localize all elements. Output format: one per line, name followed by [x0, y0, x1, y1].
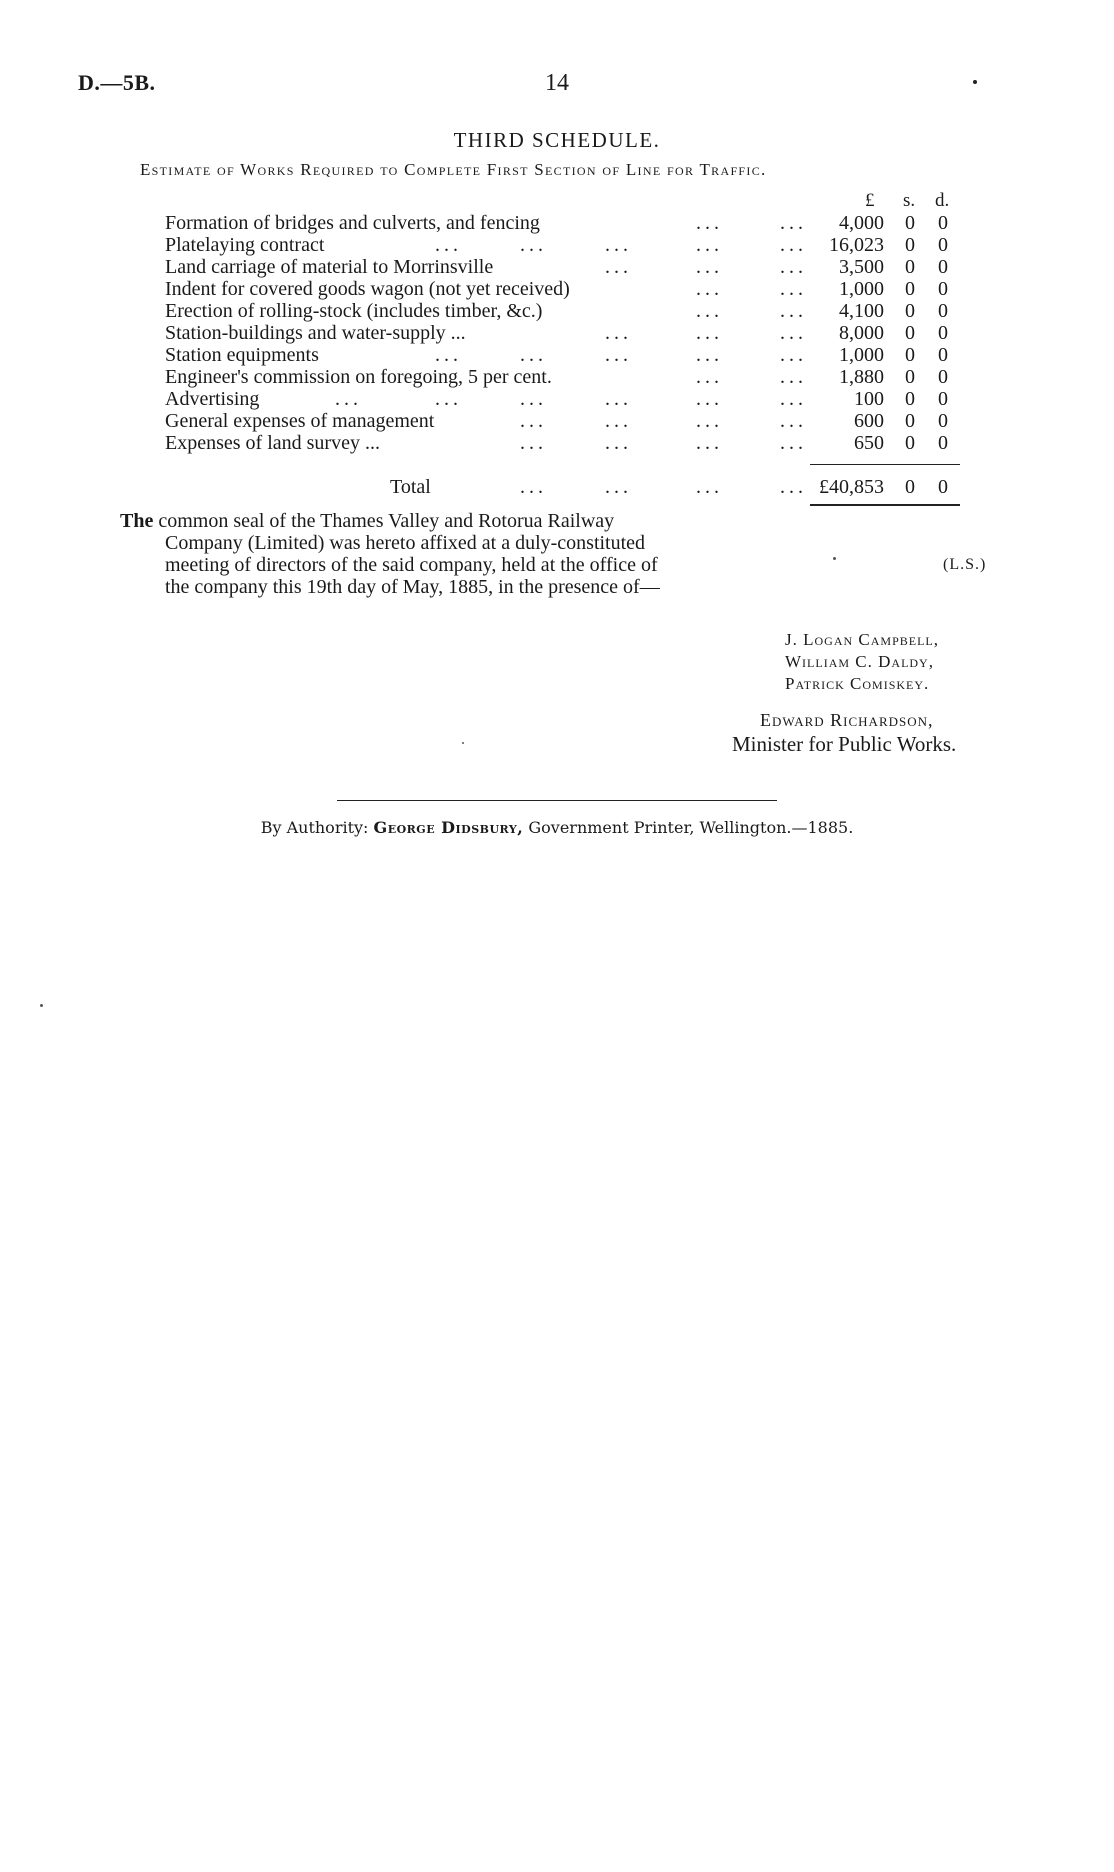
- row-description: Expenses of land survey ...: [165, 432, 380, 454]
- row-pence: 0: [938, 212, 948, 234]
- leader-dots: ...: [605, 344, 632, 366]
- leader-dots: ...: [605, 476, 632, 498]
- row-pence: 0: [938, 278, 948, 300]
- minister-title: Minister for Public Works.: [732, 732, 957, 756]
- imprint-prefix: By Authority:: [260, 818, 369, 837]
- leader-dots: ...: [696, 366, 723, 388]
- row-pence: 0: [938, 300, 948, 322]
- total-pence: 0: [938, 476, 948, 498]
- leader-dots: ...: [605, 234, 632, 256]
- leader-dots: ...: [696, 432, 723, 454]
- signatory-name: William C. Daldy,: [785, 652, 934, 671]
- leader-dots: ...: [696, 300, 723, 322]
- leader-dots: ...: [780, 278, 807, 300]
- row-shillings: 0: [905, 344, 915, 366]
- leader-dots: ...: [605, 322, 632, 344]
- scan-speck: [833, 557, 836, 560]
- leader-dots: ...: [696, 410, 723, 432]
- row-pounds: 4,000: [839, 212, 884, 234]
- total-row: [0, 476, 1114, 498]
- row-shillings: 0: [905, 212, 915, 234]
- schedule-subtitle: Estimate of Works Required to Complete First Section of Line for Traffic.: [140, 160, 767, 179]
- leader-dots: ...: [780, 432, 807, 454]
- total-double-rule: [810, 504, 960, 506]
- table-row: [0, 322, 1114, 344]
- signatory-name: J. Logan Campbell,: [785, 630, 940, 649]
- leader-dots: ...: [780, 300, 807, 322]
- leader-dots: ...: [696, 256, 723, 278]
- leader-dots: ...: [520, 344, 547, 366]
- row-description: Platelaying contract: [165, 234, 325, 256]
- leader-dots: ...: [335, 388, 362, 410]
- seal-first-word: The: [120, 510, 154, 532]
- leader-dots: ...: [696, 344, 723, 366]
- row-pounds: 16,023: [829, 234, 884, 256]
- leader-dots: ...: [605, 432, 632, 454]
- leader-dots: ...: [435, 234, 462, 256]
- row-shillings: 0: [905, 256, 915, 278]
- leader-dots: ...: [696, 212, 723, 234]
- row-pounds: 4,100: [839, 300, 884, 322]
- row-pence: 0: [938, 256, 948, 278]
- table-row: [0, 212, 1114, 234]
- column-head-pounds: £: [865, 190, 875, 211]
- leader-dots: ...: [520, 410, 547, 432]
- leader-dots: ...: [780, 234, 807, 256]
- sum-rule: [810, 464, 960, 465]
- row-description: Station-buildings and water-supply ...: [165, 322, 466, 344]
- table-row: [0, 388, 1114, 410]
- row-pence: 0: [938, 410, 948, 432]
- row-shillings: 0: [905, 322, 915, 344]
- leader-dots: ...: [435, 388, 462, 410]
- leader-dots: ...: [780, 256, 807, 278]
- table-row: [0, 256, 1114, 278]
- row-shillings: 0: [905, 366, 915, 388]
- table-row: [0, 278, 1114, 300]
- leader-dots: ...: [780, 410, 807, 432]
- row-description: Indent for covered goods wagon (not yet received): [165, 278, 570, 300]
- row-pounds: 8,000: [839, 322, 884, 344]
- row-pence: 0: [938, 234, 948, 256]
- printer-imprint: [0, 818, 1114, 837]
- leader-dots: ...: [696, 234, 723, 256]
- document-reference: D.—5B.: [78, 70, 156, 95]
- row-shillings: 0: [905, 234, 915, 256]
- row-pence: 0: [938, 366, 948, 388]
- row-shillings: 0: [905, 278, 915, 300]
- footer-rule: [337, 800, 777, 801]
- leader-dots: ...: [520, 476, 547, 498]
- row-pounds: 600: [854, 410, 884, 432]
- row-pounds: 1,000: [839, 344, 884, 366]
- signatory-name: Patrick Comiskey.: [785, 674, 930, 693]
- leader-dots: ...: [780, 476, 807, 498]
- leader-dots: ...: [780, 344, 807, 366]
- leader-dots: ...: [605, 388, 632, 410]
- total-shillings: 0: [905, 476, 915, 498]
- leader-dots: ...: [605, 410, 632, 432]
- leader-dots: ...: [696, 322, 723, 344]
- row-shillings: 0: [905, 388, 915, 410]
- table-row: [0, 300, 1114, 322]
- schedule-title: THIRD SCHEDULE.: [453, 128, 661, 152]
- leader-dots: ...: [696, 388, 723, 410]
- row-description: Formation of bridges and culverts, and fencing: [165, 212, 540, 234]
- row-pence: 0: [938, 322, 948, 344]
- scan-speck: [40, 1004, 43, 1007]
- leader-dots: ...: [520, 432, 547, 454]
- row-description: Engineer's commission on foregoing, 5 per cent.: [165, 366, 552, 388]
- row-pence: 0: [938, 388, 948, 410]
- locus-sigilli: (L.S.): [943, 556, 987, 573]
- table-row: [0, 432, 1114, 454]
- row-pounds: 3,500: [839, 256, 884, 278]
- print-speck: [973, 80, 977, 84]
- row-description: Advertising: [165, 388, 260, 410]
- table-row: [0, 344, 1114, 366]
- minister-name: Edward Richardson,: [760, 710, 934, 730]
- table-row: [0, 410, 1114, 432]
- total-pounds: £40,853: [819, 476, 884, 498]
- row-pence: 0: [938, 344, 948, 366]
- column-head-pence: d.: [935, 190, 950, 211]
- leader-dots: ...: [520, 388, 547, 410]
- row-pounds: 650: [854, 432, 884, 454]
- row-pounds: 1,000: [839, 278, 884, 300]
- leader-dots: ...: [520, 234, 547, 256]
- leader-dots: ...: [780, 322, 807, 344]
- column-head-shillings: s.: [903, 190, 916, 211]
- total-label: Total: [390, 476, 431, 498]
- leader-dots: ...: [696, 476, 723, 498]
- row-shillings: 0: [905, 410, 915, 432]
- table-row: [0, 234, 1114, 256]
- leader-dots: ...: [780, 366, 807, 388]
- row-description: Station equipments: [165, 344, 319, 366]
- table-row: [0, 366, 1114, 388]
- seal-text: common seal of the Thames Valley and Rotorua Railway Company (Limited) was hereto affixed at a duly-constituted meeting of directors of the said company, held at the office of the company this 19th day of May, 1885, in the presence of—: [158, 510, 660, 598]
- leader-dots: ...: [780, 388, 807, 410]
- imprint-suffix: Government Printer, Wellington.—1885.: [528, 818, 854, 837]
- leader-dots: ...: [696, 278, 723, 300]
- row-shillings: 0: [905, 300, 915, 322]
- page-number: 14: [545, 70, 569, 96]
- leader-dots: ...: [605, 256, 632, 278]
- seal-paragraph: [120, 510, 660, 598]
- scan-speck: [462, 742, 464, 744]
- leader-dots: ...: [435, 344, 462, 366]
- imprint-printer: George Didsbury,: [373, 818, 524, 837]
- row-description: Erection of rolling-stock (includes timber, &c.): [165, 300, 543, 322]
- row-shillings: 0: [905, 432, 915, 454]
- row-description: General expenses of management: [165, 410, 435, 432]
- row-pounds: 100: [854, 388, 884, 410]
- leader-dots: ...: [780, 212, 807, 234]
- row-description: Land carriage of material to Morrinsville: [165, 256, 494, 278]
- row-pence: 0: [938, 432, 948, 454]
- row-pounds: 1,880: [839, 366, 884, 388]
